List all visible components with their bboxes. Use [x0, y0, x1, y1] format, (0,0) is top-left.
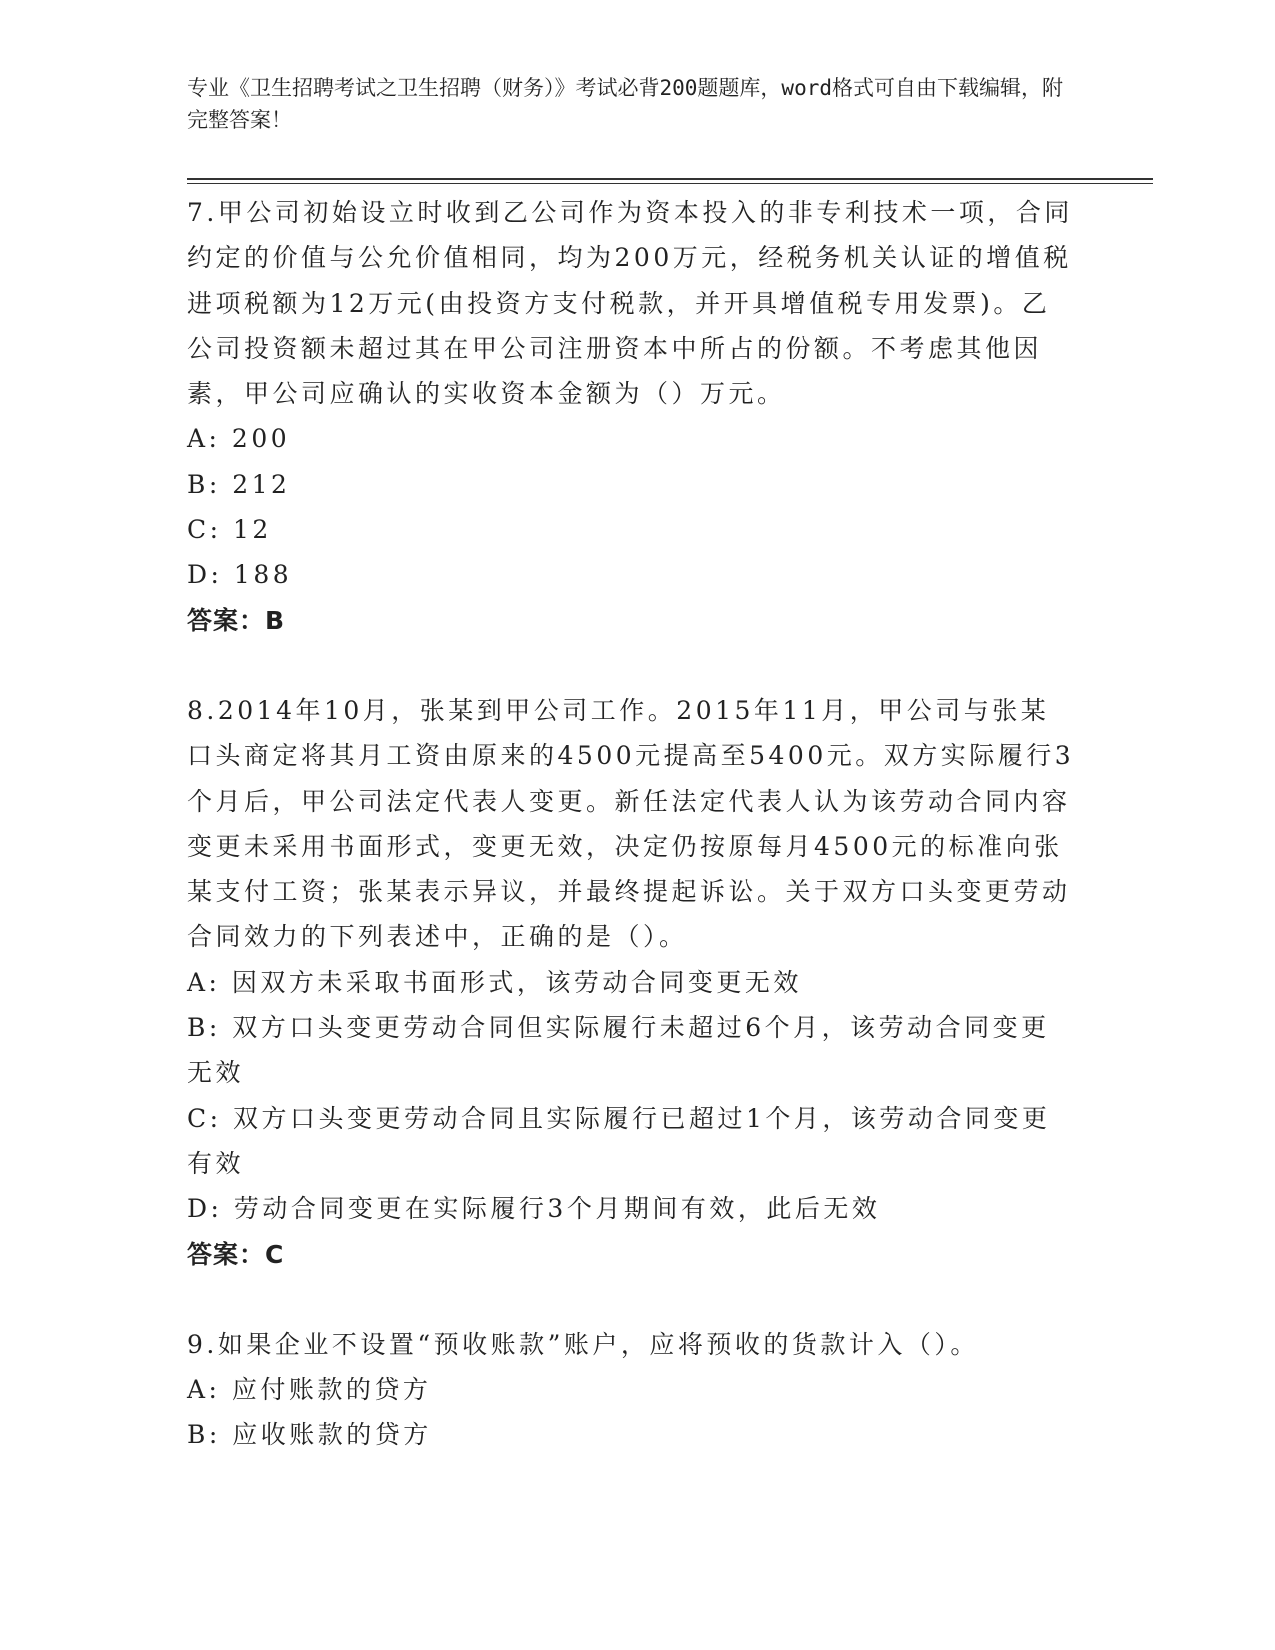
question-spacer: [187, 1277, 1077, 1322]
document-header: 专业《卫生招聘考试之卫生招聘（财务）》考试必背200题题库，word格式可自由下载编辑，附完整答案！: [187, 76, 1063, 132]
option-d: D: 劳动合同变更在实际履行3个月期间有效，此后无效: [187, 1194, 881, 1224]
option-a: A: 应付账款的贷方: [187, 1375, 432, 1405]
question-text: 9.如果企业不设置“预收账款”账户，应将预收的货款计入（）。: [187, 1329, 979, 1359]
question-spacer: [187, 643, 1077, 688]
question-text: 8.2014年10月，张某到甲公司工作。2015年11月，甲公司与张某口头商定将其月工资由原来的4500元提高至5400元。双方实际履行3个月后，甲公司法定代表人变更。新任法定代表人认为该劳动合同内容变更未采用书面形式，变更无效，决定仍按原每月4500元的标准向张某支付工资；张某表示异议，并最终提起诉讼。关于双方口头变更劳动合同效力的下列表述中，正确的是（）。: [187, 695, 1075, 952]
question-8: [187, 688, 1077, 1277]
question-text: 7.甲公司初始设立时收到乙公司作为资本投入的非专利技术一项，合同约定的价值与公允价值相同，均为200万元，经税务机关认证的增值税进项税额为12万元(由投资方支付税款，并开具增值税专用发票)。乙公司投资额未超过其在甲公司注册资本中所占的份额。不考虑其他因素，甲公司应确认的实收资本金额为（）万元。: [187, 198, 1073, 409]
option-c: C: 12: [187, 515, 272, 545]
option-c: C: 双方口头变更劳动合同且实际履行已超过1个月，该劳动合同变更有效: [187, 1103, 1051, 1178]
question-9: [187, 1322, 1077, 1458]
header-divider-thick: [187, 178, 1153, 180]
header-divider-thin: [187, 183, 1153, 184]
option-b: B: 212: [187, 469, 291, 499]
question-list: [187, 190, 1077, 1458]
answer-label: 答案：C: [187, 1239, 285, 1269]
option-a: A: 因双方未采取书面形式，该劳动合同变更无效: [187, 967, 802, 997]
option-b: B: 应收账款的贷方: [187, 1420, 432, 1450]
option-b: B: 双方口头变更劳动合同但实际履行未超过6个月，该劳动合同变更无效: [187, 1013, 1050, 1088]
answer-label: 答案：B: [187, 605, 286, 635]
option-d: D: 188: [187, 560, 293, 590]
option-a: A: 200: [187, 424, 291, 454]
question-7: [187, 190, 1077, 643]
